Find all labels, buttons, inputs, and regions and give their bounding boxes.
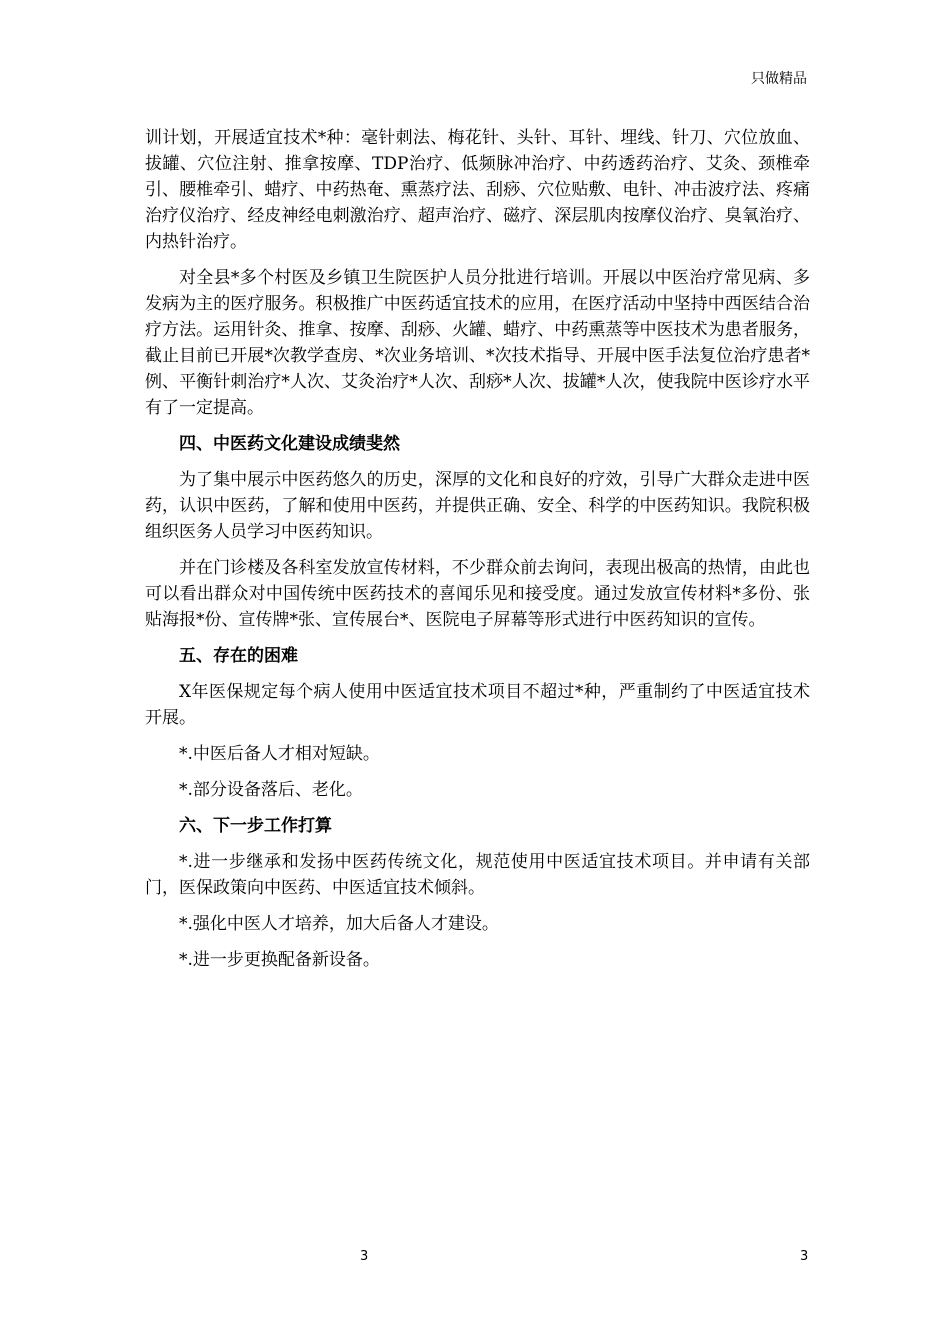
section-heading: 四、中医药文化建设成绩斐然 <box>179 434 400 454</box>
paragraph: 为了集中展示中医药悠久的历史，深厚的文化和良好的疗效，引导广大群众走进中医药，认识中医药，了解和使用中医药，并提供正确、安全、科学的中医药知识。我院积极组织医务人员学习中医药知识。 <box>145 470 810 542</box>
paragraph: X年医保规定每个病人使用中医适宜技术项目不超过*种，严重制约了中医适宜技术开展。 <box>145 682 810 728</box>
page-number-right: 3 <box>800 1249 809 1264</box>
page-header: 只做精品 <box>751 71 807 87</box>
paragraph: 训计划，开展适宜技术*种：毫针刺法、梅花针、头针、耳针、埋线、针刀、穴位放血、拔罐、穴位注射、推拿按摩、TDP治疗、低频脉冲治疗、中药透药治疗、艾灸、颈椎牵引、腰椎牵引、蜡疗、中药热奄、熏蒸疗法、刮痧、穴位贴敷、电针、冲击波疗法、疼痛治疗仪治疗、经皮神经电刺激治疗、超声治疗、磁疗、深层肌肉按摩仪治疗、臭氧治疗、内热针治疗。 <box>145 128 810 252</box>
section-heading: 六、下一步工作打算 <box>179 816 332 836</box>
page-number-center: 3 <box>360 1249 369 1264</box>
list-item: *.部分设备落后、老化。 <box>179 780 363 800</box>
paragraph: 对全县*多个村医及乡镇卫生院医护人员分批进行培训。开展以中医治疗常见病、多发病为主的医疗服务。积极推广中医药适宜技术的应用，在医疗活动中坚持中西医结合治疗方法。运用针灸、推拿、按摩、刮痧、火罐、蜡疗、中药熏蒸等中医技术为患者服务，截止目前已开展*次教学查房、*次业务培训、*次技术指导、开展中医手法复位治疗患者*例、平衡针刺治疗*人次、艾灸治疗*人次、刮痧*人次、拔罐*人次，使我院中医诊疗水平有了一定提高。 <box>145 268 810 418</box>
paragraph: 并在门诊楼及各科室发放宣传材料，不少群众前去询问，表现出极高的热情，由此也可以看出群众对中国传统中医药技术的喜闻乐见和接受度。通过发放宣传材料*多份、张贴海报*份、宣传牌*张、宣传展台*、医院电子屏幕等形式进行中医药知识的宣传。 <box>145 558 810 630</box>
list-item: *.进一步继承和发扬中医药传统文化，规范使用中医适宜技术项目。并申请有关部门，医保政策向中医药、中医适宜技术倾斜。 <box>145 852 810 898</box>
section-heading: 五、存在的困难 <box>179 646 298 666</box>
list-item: *.中医后备人才相对短缺。 <box>179 744 380 764</box>
list-item: *.进一步更换配备新设备。 <box>179 950 380 970</box>
list-item: *.强化中医人才培养，加大后备人才建设。 <box>179 914 499 934</box>
document-body <box>145 125 810 983</box>
